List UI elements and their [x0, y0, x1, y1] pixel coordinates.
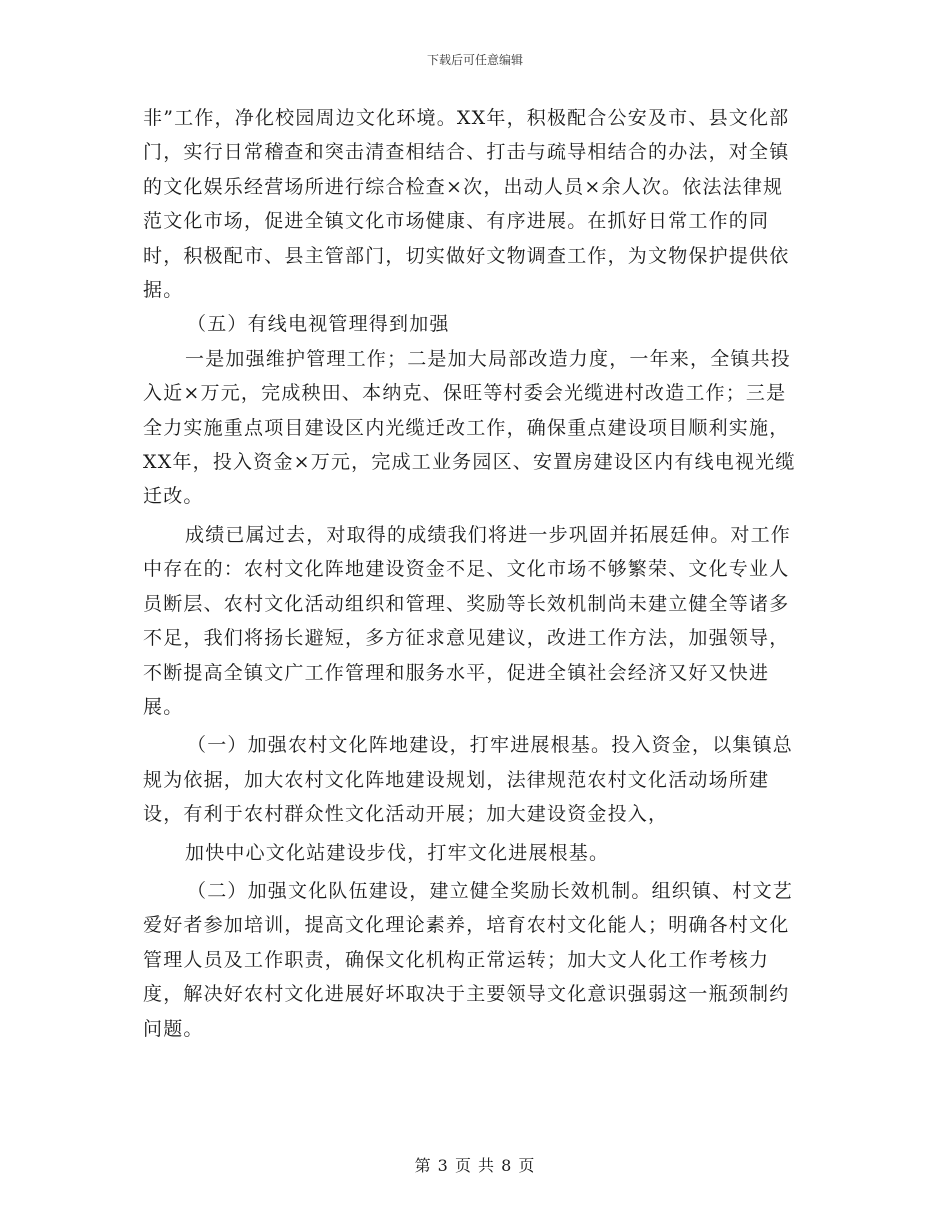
paragraph: （一）加强农村文化阵地建设，打牢进展根基。投入资金，以集镇总规为依据，加大农村文化阵地建设规划，法律规范农村文化活动场所建设，有利于农村群众性文化活动开展；加大建设资金投入，	[143, 734, 794, 826]
paragraph: 成绩已属过去，对取得的成绩我们将进一步巩固并拓展廷伸。对工作中存在的：农村文化阵地建设资金不足、文化市场不够繁荣、文化专业人员断层、农村文化活动组织和管理、奖励等长效机制尚未建立健全等诸多不足，我们将扬长避短，多方征求意见建议，改进工作方法，加强领导，不断提高全镇文广工作管理和服务水平，促进全镇社会经济又好又快进展。	[143, 523, 792, 718]
page-number-footer: 第 3 页 共 8 页	[414, 1156, 536, 1175]
paragraph: 加快中心文化站建设步伐，打牢文化进展根基。	[185, 841, 610, 864]
paragraph: 一是加强维护管理工作；二是加大局部改造力度，一年来，全镇共投入近×万元，完成秧田、本纳克、保旺等村委会光缆进村改造工作；三是全力实施重点项目建设区内光缆迁改工作，确保重点建设项目顺利实施，XX年，投入资金×万元，完成工业务园区、安置房建设区内有线电视光缆迁改。	[143, 347, 796, 508]
section-heading-5: （五）有线电视管理得到加强	[187, 313, 450, 336]
document-body	[143, 101, 803, 1046]
paragraph-continued: 非”工作，净化校园周边文化环境。XX年，积极配合公安及市、县文化部门，实行日常稽查和突击清查相结合、打击与疏导相结合的办法，对全镇的文化娱乐经营场所进行综合检查×次，出动人员×余人次。依法法律规范文化市场，促进全镇文化市场健康、有序进展。在抓好日常工作的同时，积极配市、县主管部门，切实做好文物调查工作，为文物保护提供依据。	[143, 107, 790, 302]
page-header: 下载后可任意编辑	[426, 53, 523, 67]
paragraph: （二）加强文化队伍建设，建立健全奖励长效机制。组织镇、村文艺爱好者参加培训，提高文化理论素养，培育农村文化能人；明确各村文化管理人员及工作职责，确保文化机构正常运转；加大文人化工作考核力度，解决好农村文化进展好坏取决于主要领导文化意识强弱这一瓶颈制约问题。	[143, 879, 794, 1040]
